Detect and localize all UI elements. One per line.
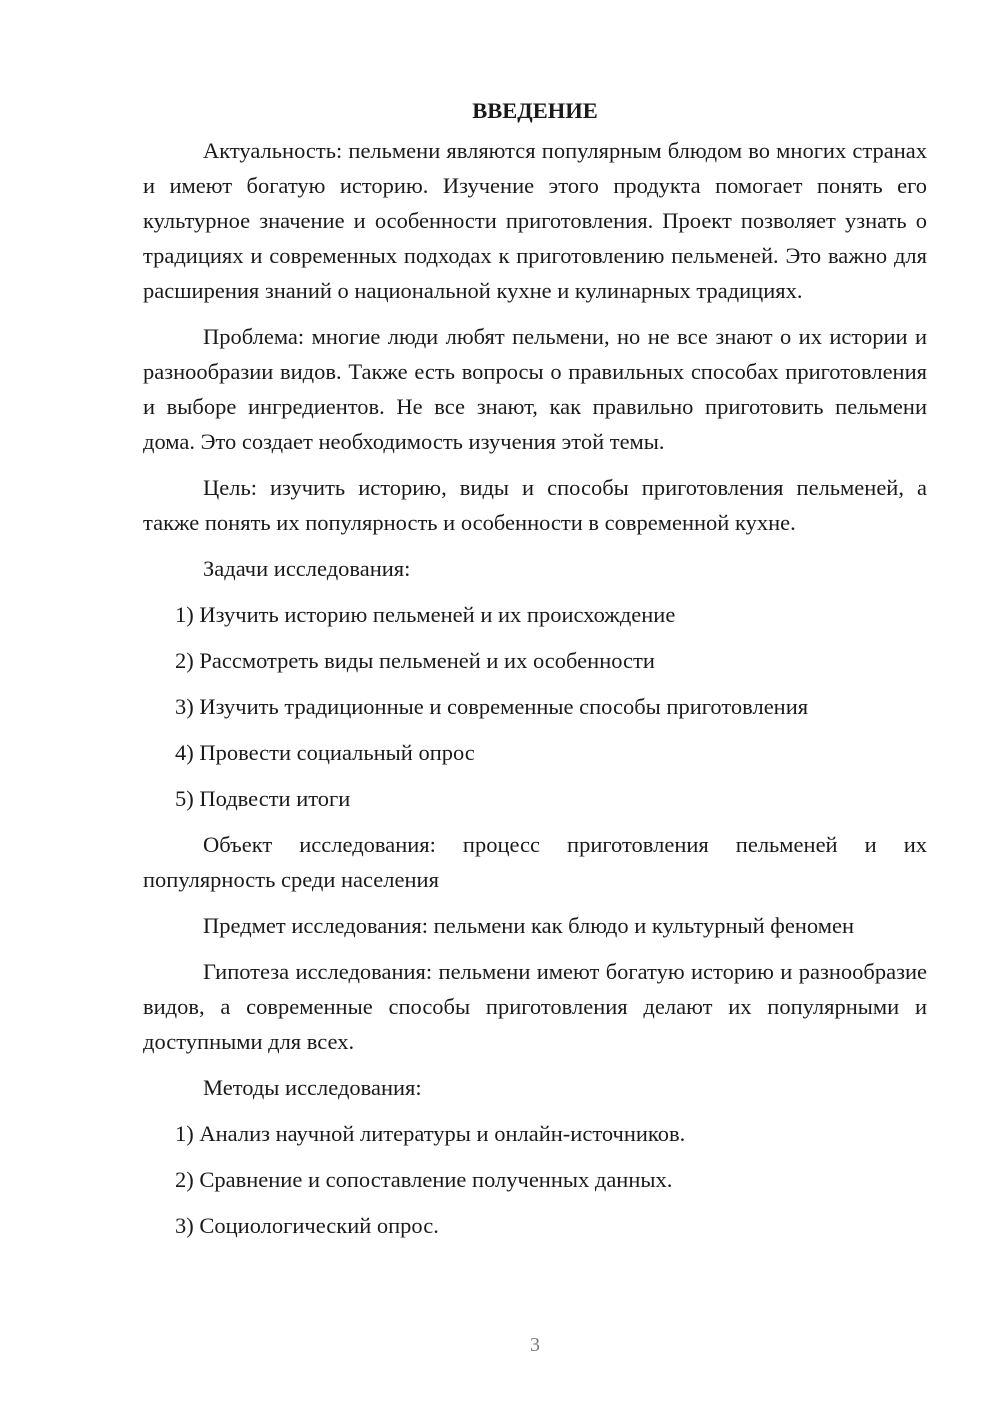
method-item: 1) Анализ научной литературы и онлайн-источников. [175, 1121, 686, 1146]
problem-paragraph: Проблема: многие люди любят пельмени, но не все знают о их истории и разнообразии видов. Также есть вопросы о правильных способах приготовления и выборе ингредиентов. Не все знают, как правильно приготовить пельмени дома. Это создает необходимость изучения этой темы. [143, 324, 927, 454]
object-paragraph: Объект исследования: процесс приготовления пельменей и их популярность среди населения [143, 832, 927, 892]
task-item: 4) Провести социальный опрос [175, 740, 475, 765]
task-item: 2) Рассмотреть виды пельменей и их особенности [175, 648, 655, 673]
actuality-paragraph: Актуальность: пельмени являются популярным блюдом во многих странах и имеют богатую историю. Изучение этого продукта помогает понять его культурное значение и особенности приготовления. Проект позволяет узнать о традициях и современных подходах к приготовлению пельменей. Это важно для расширения знаний о национальной кухне и кулинарных традициях. [143, 138, 927, 303]
tasks-heading: Задачи исследования: [203, 556, 411, 581]
goal-paragraph: Цель: изучить историю, виды и способы приготовления пельменей, а также понять их популярность и особенности в современной кухне. [143, 475, 927, 535]
task-item: 1) Изучить историю пельменей и их происхождение [175, 602, 676, 627]
page-number: 3 [530, 1334, 540, 1356]
page-title: ВВЕДЕНИЕ [472, 98, 598, 123]
subject-paragraph: Предмет исследования: пельмени как блюдо и культурный феномен [203, 913, 854, 938]
hypothesis-paragraph: Гипотеза исследования: пельмени имеют богатую историю и разнообразие видов, а современные способы приготовления делают их популярными и доступными для всех. [143, 959, 927, 1054]
task-item: 3) Изучить традиционные и современные способы приготовления [175, 694, 809, 719]
tasks-list [143, 597, 927, 816]
method-item: 2) Сравнение и сопоставление полученных данных. [175, 1167, 673, 1192]
methods-list [143, 1116, 927, 1243]
task-item: 5) Подвести итоги [175, 786, 351, 811]
page-content [143, 93, 927, 1254]
method-item: 3) Социологический опрос. [175, 1213, 439, 1238]
methods-heading: Методы исследования: [203, 1075, 422, 1100]
